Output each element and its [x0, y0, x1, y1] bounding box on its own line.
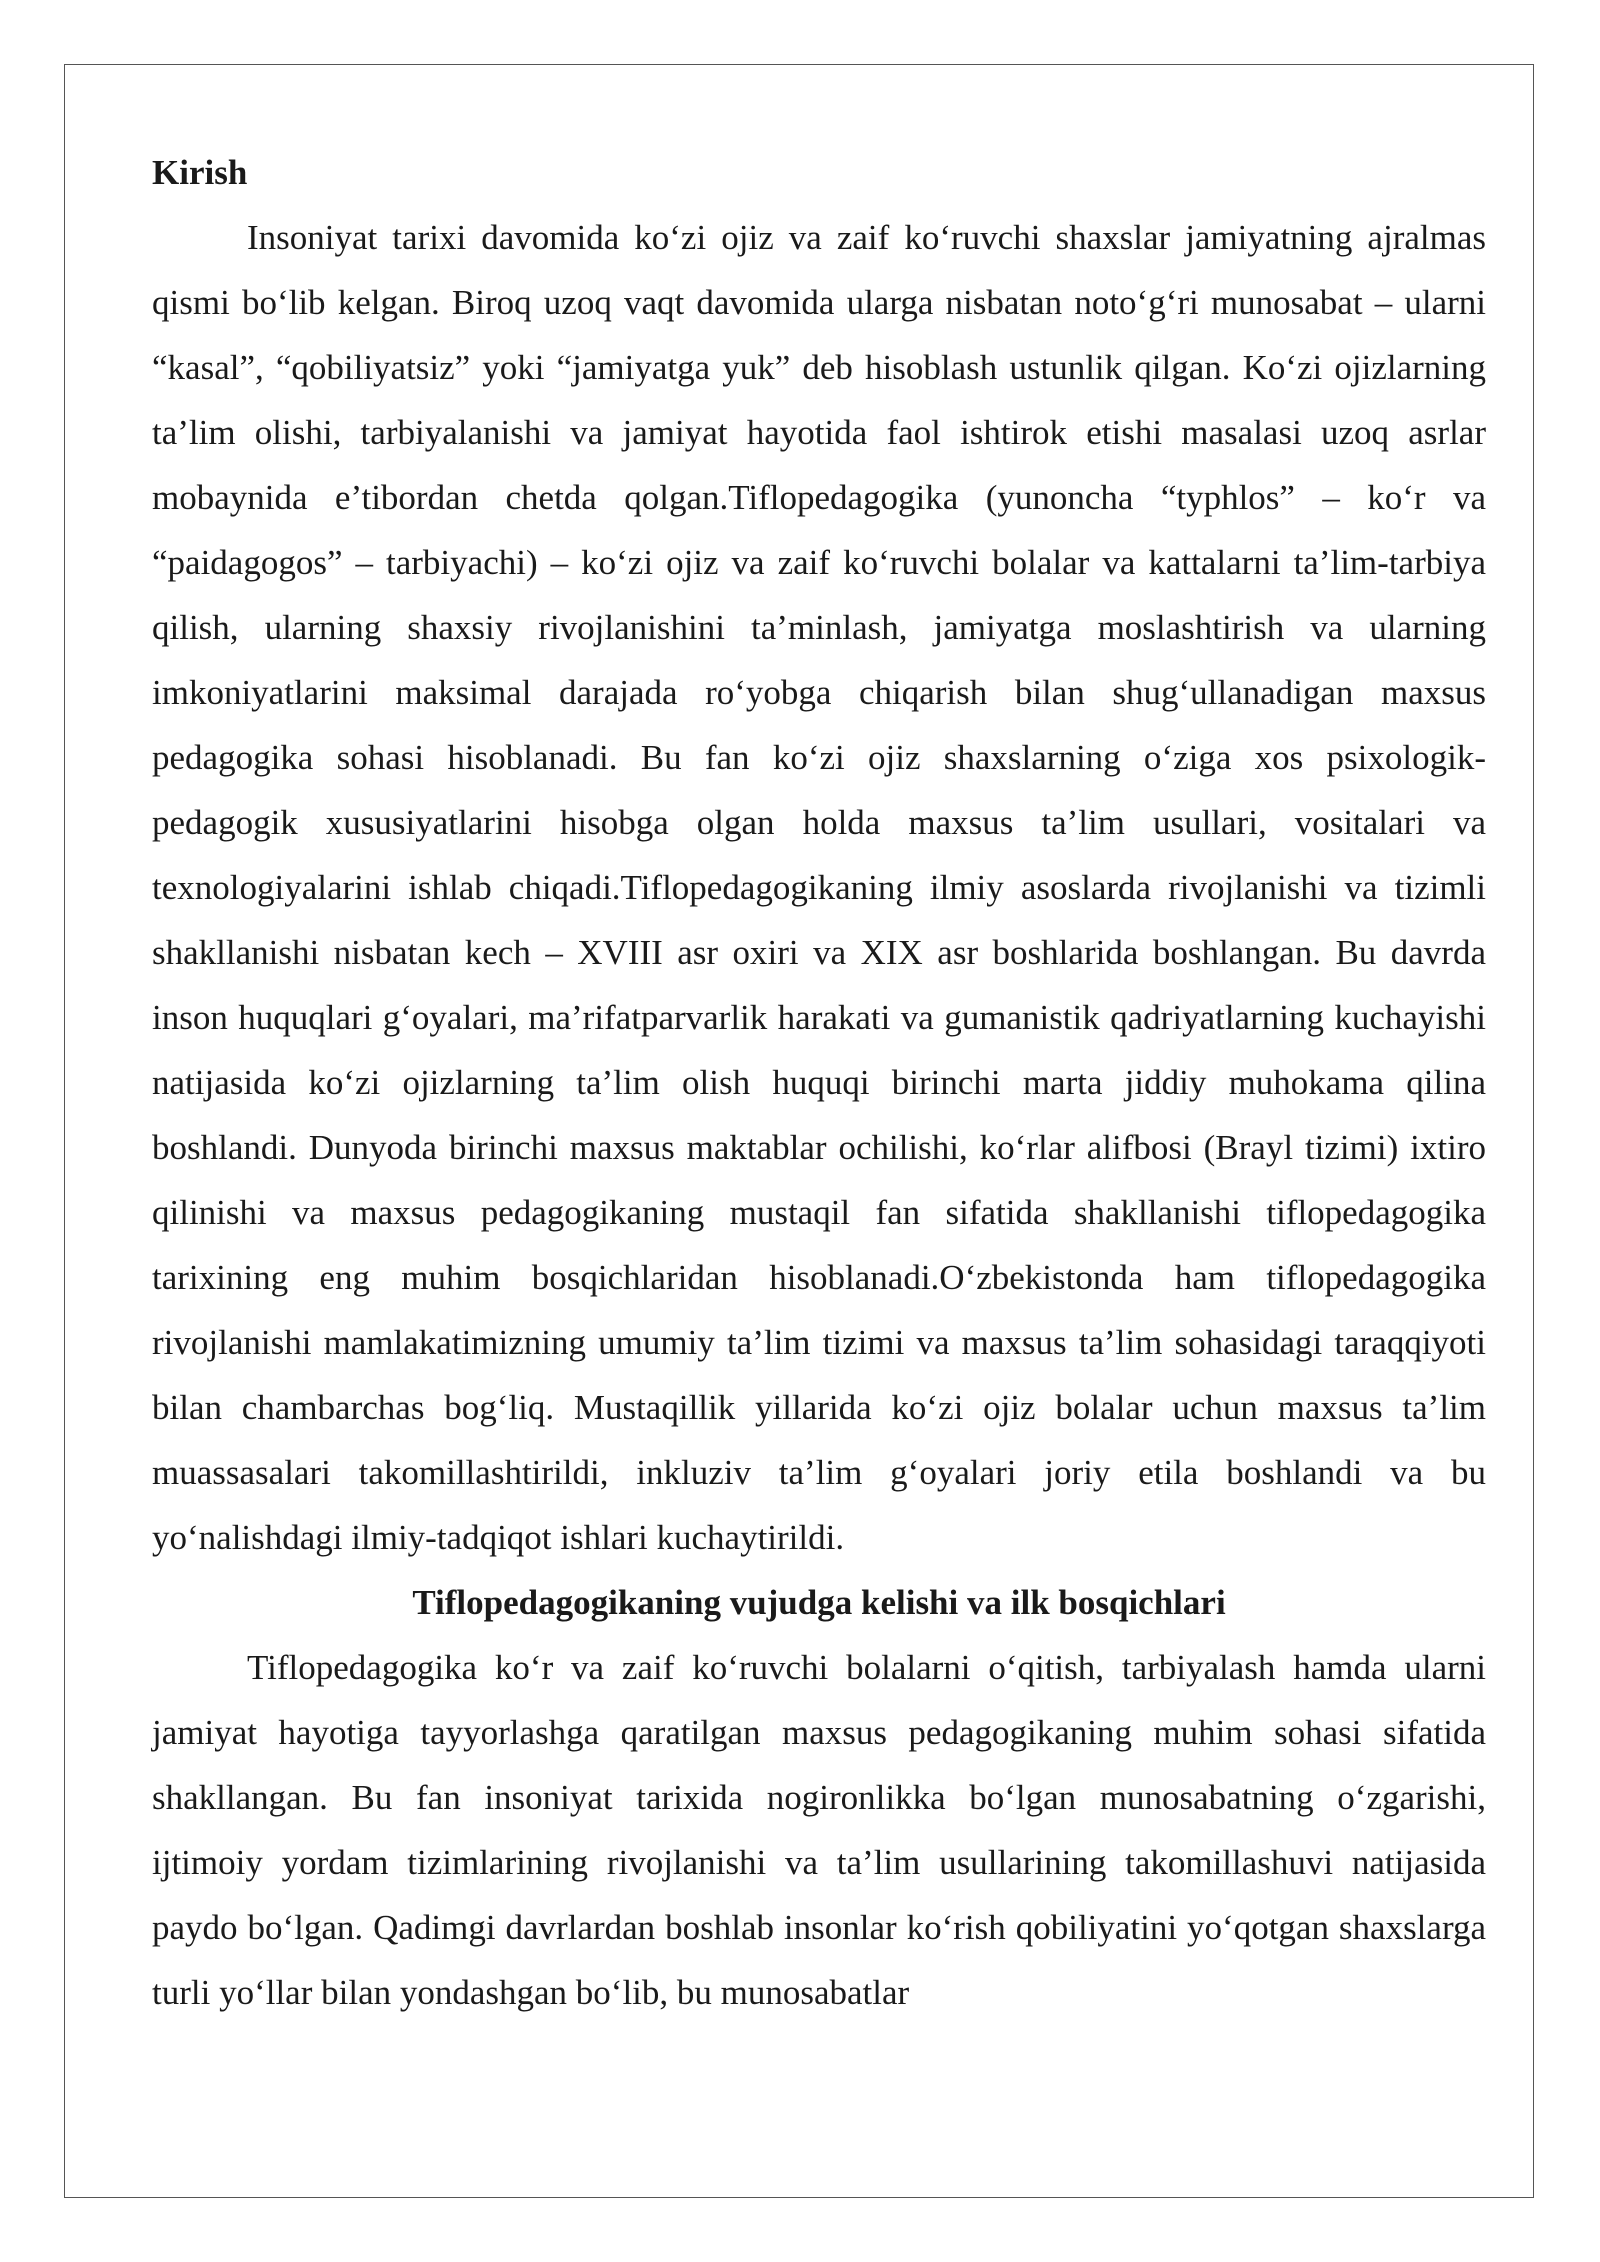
- document-body: [152, 140, 1486, 2025]
- paragraph-origins: Tiflopedagogika ko‘r va zaif ko‘ruvchi bolalarni o‘qitish, tarbiyalash hamda ularni jamiyat hayotiga tayyorlashga qaratilgan maxsus pedagogikaning muhim sohasi sifatida shakllangan. Bu fan insoniyat tarixida nogironlikka bo‘lgan munosabatning o‘zgarishi, ijtimoiy yordam tizimlarining rivojlanishi va ta’lim usullarining takomillashuvi natijasida paydo bo‘lgan. Qadimgi davrlardan boshlab insonlar ko‘rish qobiliyatini yo‘qotgan shaxslarga turli yo‘llar bilan yondashgan bo‘lib, bu munosabatlar: [152, 1648, 1486, 2012]
- paragraph-introduction: Insoniyat tarixi davomida ko‘zi ojiz va zaif ko‘ruvchi shaxslar jamiyatning ajralmas qismi bo‘lib kelgan. Biroq uzoq vaqt davomida ularga nisbatan noto‘g‘ri munosabat – ularni “kasal”, “qobiliyatsiz” yoki “jamiyatga yuk” deb hisoblash ustunlik qilgan. Ko‘zi ojizlarning ta’lim olishi, tarbiyalanishi va jamiyat hayotida faol ishtirok etishi masalasi uzoq asrlar mobaynida e’tibordan chetda qolgan.Tiflopedagogika (yunoncha “typhlos” – ko‘r va “paidagogos” – tarbiyachi) – ko‘zi ojiz va zaif ko‘ruvchi bolalar va kattalarni ta’lim-tarbiya qilish, ularning shaxsiy rivojlanishini ta’minlash, jamiyatga moslashtirish va ularning imkoniyatlarini maksimal darajada ro‘yobga chiqarish bilan shug‘ullanadigan maxsus pedagogika sohasi hisoblanadi. Bu fan ko‘zi ojiz shaxslarning o‘ziga xos psixologik-pedagogik xususiyatlarini hisobga olgan holda maxsus ta’lim usullari, vositalari va texnologiyalarini ishlab chiqadi.Tiflopedagogikaning ilmiy asoslarda rivojlanishi va tizimli shakllanishi nisbatan kech – XVIII asr oxiri va XIX asr boshlarida boshlangan. Bu davrda inson huquqlari g‘oyalari, ma’rifatparvarlik harakati va gumanistik qadriyatlarning kuchayishi natijasida ko‘zi ojizlarning ta’lim olish huquqi birinchi marta jiddiy muhokama qilina boshlandi. Dunyoda birinchi maxsus maktablar ochilishi, ko‘rlar alifbosi (Brayl tizimi) ixtiro qilinishi va maxsus pedagogikaning mustaqil fan sifatida shakllanishi tiflopedagogika tarixining eng muhim bosqichlaridan hisoblanadi.O‘zbekistonda ham tiflopedagogika rivojlanishi mamlakatimizning umumiy ta’lim tizimi va maxsus ta’lim sohasidagi taraqqiyoti bilan chambarchas bog‘liq. Mustaqillik yillarida ko‘zi ojiz bolalar uchun maxsus ta’lim muassasalari takomillashtirildi, inkluziv ta’lim g‘oyalari joriy etila boshlandi va bu yo‘nalishdagi ilmiy-tadqiqot ishlari kuchaytirildi.: [152, 218, 1486, 1557]
- section-heading-kirish: Kirish: [152, 153, 248, 192]
- section-heading-origins: Tiflopedagogikaning vujudga kelishi va ilk bosqichlari: [412, 1583, 1226, 1622]
